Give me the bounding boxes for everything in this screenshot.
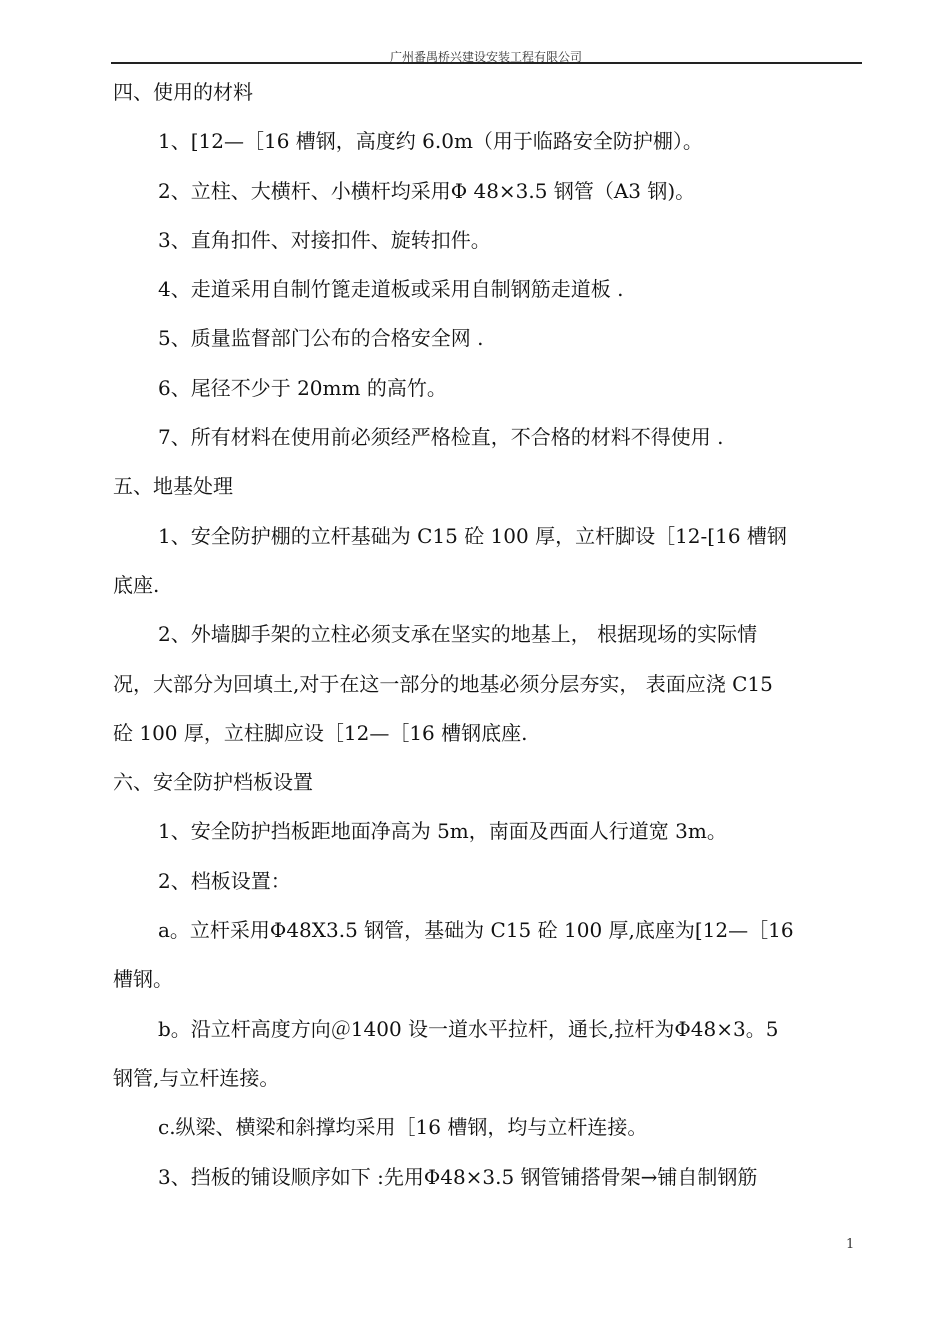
paragraph-line: 2、档板设置： [158, 868, 291, 893]
paragraph-line: 7、所有材料在使用前必须经严格检直，不合格的材料不得使用 . [158, 425, 724, 450]
paragraph-line: 5、质量监督部门公布的合格安全网 . [158, 326, 484, 351]
paragraph-line: c.纵梁、横梁和斜撑均采用［16 槽钢，均与立杆连接。 [158, 1115, 648, 1140]
paragraph-line: 4、走道采用自制竹篦走道板或采用自制钢筋走道板 . [158, 277, 624, 302]
header-divider [111, 62, 862, 64]
paragraph-line: 3、直角扣件、对接扣件、旋转扣件。 [158, 227, 491, 252]
page-number: 1 [846, 1237, 855, 1252]
paragraph-line: 3、挡板的铺设顺序如下 :先用Φ48×3.5 钢管铺搭骨架→铺自制钢筋 [158, 1164, 758, 1189]
paragraph-line: 钢管,与立杆连接。 [113, 1065, 280, 1090]
paragraph-line: a。立杆采用Φ48X3.5 钢管，基础为 C15 砼 100 厚,底座为[12—［16 [158, 918, 794, 943]
section-heading-barrier: 六、安全防护档板设置 [113, 770, 313, 795]
section-heading-foundation: 五、地基处理 [113, 474, 233, 499]
paragraph-line: b。沿立杆高度方向＠1400 设一道水平拉杆，通长,拉杆为Φ48×3。5 [158, 1016, 779, 1041]
document-body [113, 68, 848, 1202]
paragraph-line: 槽钢。 [113, 967, 173, 992]
paragraph-line: 2、立柱、大横杆、小横杆均采用Φ 48×3.5 钢管（A3 钢)。 [158, 178, 696, 203]
section-heading-materials: 四、使用的材料 [113, 80, 253, 104]
paragraph-line: 底座. [113, 572, 160, 597]
paragraph-line: 6、尾径不少于 20mm 的高竹。 [158, 375, 447, 400]
paragraph-line: 1、安全防护棚的立杆基础为 C15 砼 100 厚，立杆脚设［12-[16 槽钢 [158, 523, 787, 548]
paragraph-line: 砼 100 厚，立柱脚应设［12—［16 槽钢底座. [113, 720, 528, 745]
paragraph-line: 2、外墙脚手架的立柱必须支承在坚实的地基上， 根据现场的实际情 [158, 622, 758, 647]
paragraph-line: 1、[12—［16 槽钢，高度约 6.0m（用于临路安全防护棚）。 [158, 129, 703, 154]
paragraph-line: 况，大部分为回填土,对于在这一部分的地基必须分层夯实， 表面应浇 C15 [113, 671, 773, 696]
paragraph-line: 1、安全防护挡板距地面净高为 5m，南面及西面人行道宽 3m。 [158, 819, 727, 844]
page-header-company: 广州番禺桥兴建设安装工程有限公司 [389, 50, 582, 64]
